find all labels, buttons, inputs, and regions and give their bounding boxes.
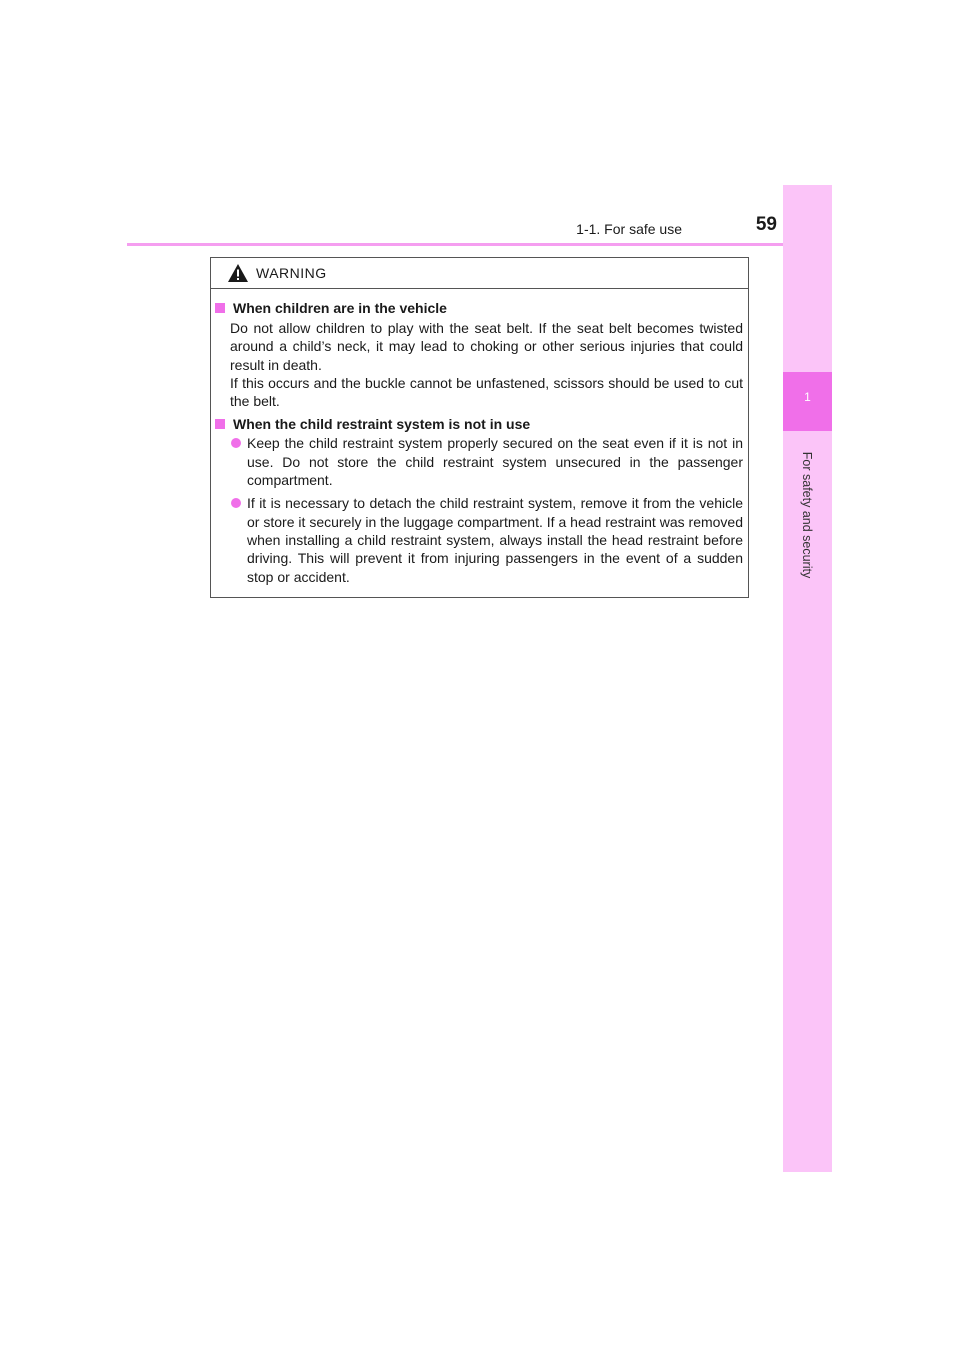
square-bullet-icon [215,303,225,313]
paragraph: If this occurs and the buckle cannot be unfastened, scissors should be used to cut the belt. [230,374,743,410]
section-heading-restraint-not-in-use [214,415,750,434]
circle-bullet-icon [231,438,241,448]
warning-title: WARNING [256,265,327,281]
section-heading-children [214,299,750,318]
list-item-text: If it is necessary to detach the child restraint system, remove it from the vehicle or store it securely in the luggage compartment. If a head restraint was removed when installing a child restraint system, always install the head restraint before driving. This will prevent it from injuring passengers in the event of a sudden stop or accident. [247,495,743,585]
warning-body [211,299,750,586]
warning-triangle-icon [227,263,249,283]
chapter-title-text: For safety and security [800,451,815,579]
section-heading-text: When children are in the vehicle [233,300,447,316]
header-divider [127,243,832,246]
chapter-number: 1 [804,390,811,404]
circle-bullet-icon [231,498,241,508]
chapter-title-vertical [783,440,832,590]
chapter-side-tab [783,185,832,1172]
warning-box [210,257,749,598]
list-item [230,494,743,585]
warning-header [211,258,748,289]
list-item [230,434,743,489]
paragraph: Do not allow children to play with the seat belt. If the seat belt becomes twisted around a child’s neck, it may lead to choking or other serious injuries that could result in death. [230,320,743,373]
square-bullet-icon [215,419,225,429]
section-paragraphs [230,319,743,410]
list-item-text: Keep the child restraint system properly secured on the seat even if it is not in use. Do not store the child restraint system unsecured in the passenger compartment. [247,435,743,489]
header-section-title: 1-1. For safe use [576,221,682,237]
page-number: 59 [755,214,777,235]
section-heading-text: When the child restraint system is not in use [233,416,531,433]
